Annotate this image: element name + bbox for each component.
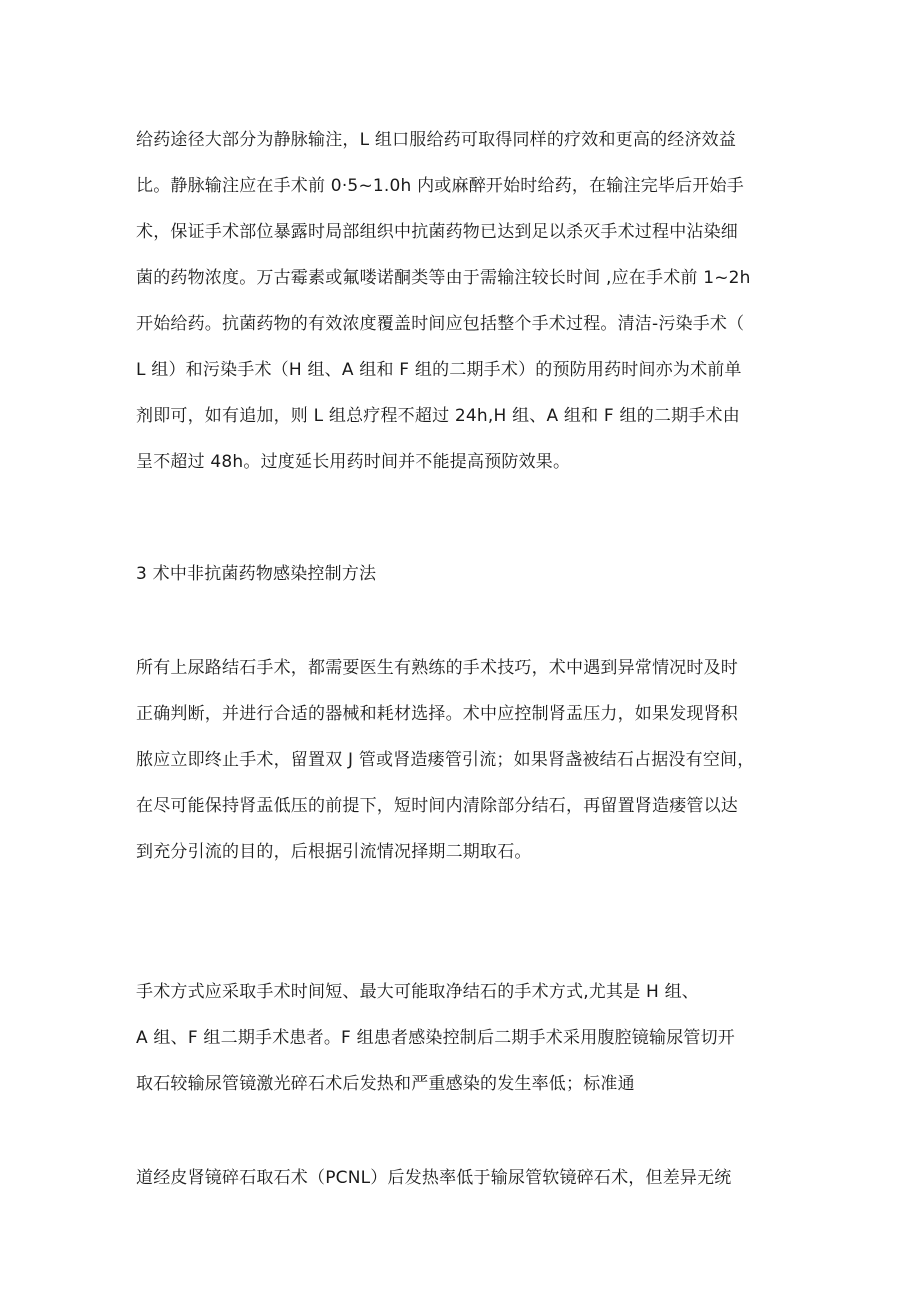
- paragraph-line: 术，保证手术部位暴露时局部组织中抗菌药物已达到足以杀灭手术过程中沾染细: [136, 222, 738, 242]
- paragraph-line: L 组）和污染手术（H 组、A 组和 F 组的二期手术）的预防用药时间亦为术前单: [136, 360, 742, 380]
- paragraph-line: 菌的药物浓度。万古霉素或氟喽诺酮类等由于需输注较长时间 ,应在手术前 1~2h: [136, 268, 751, 288]
- paragraph-line: 取石较输尿管镜激光碎石术后发热和严重感染的发生率低；标准通: [136, 1074, 635, 1094]
- paragraph-line: 正确判断，并进行合适的器械和耗材选择。术中应控制肾盂压力，如果发现肾积: [136, 704, 738, 724]
- paragraph-line: 开始给药。抗菌药物的有效浓度覆盖时间应包括整个手术过程。清洁-污染手术（: [136, 314, 745, 334]
- paragraph-line: 道经皮肾镜碎石取石术（PCNL）后发热率低于输尿管软镜碎石术，但差异无统: [136, 1168, 732, 1188]
- section-heading: 3 术中非抗菌药物感染控制方法: [136, 564, 377, 584]
- paragraph-line: 剂即可，如有追加，则 L 组总疗程不超过 24h,H 组、A 组和 F 组的二期手术由: [136, 406, 740, 426]
- paragraph-line: 比。静脉输注应在手术前 0·5~1.0h 内或麻醉开始时给药，在输注完毕后开始手: [136, 176, 744, 196]
- paragraph-line: 到充分引流的目的，后根据引流情况择期二期取石。: [136, 842, 532, 862]
- paragraph-line: 在尽可能保持肾盂低压的前提下，短时间内清除部分结石，再留置肾造瘘管以达: [136, 796, 738, 816]
- paragraph-line: 脓应立即终止手术，留置双 J 管或肾造瘘管引流；如果肾盏被结石占据没有空间，: [136, 750, 755, 770]
- paragraph-line: A 组、F 组二期手术患者。F 组患者感染控制后二期手术采用腹腔镜输尿管切开: [136, 1028, 735, 1048]
- paragraph-line: 手术方式应采取手术时间短、最大可能取净结石的手术方式,尤其是 H 组、: [136, 982, 699, 1002]
- paragraph-line: 所有上尿路结石手术，都需要医生有熟练的手术技巧，术中遇到异常情况时及时: [136, 658, 738, 678]
- paragraph-line: 呈不超过 48h。过度延长用药时间并不能提高预防效果。: [136, 452, 571, 472]
- paragraph-line: 给药途径大部分为静脉输注，L 组口服给药可取得同样的疗效和更高的经济效益: [136, 130, 737, 150]
